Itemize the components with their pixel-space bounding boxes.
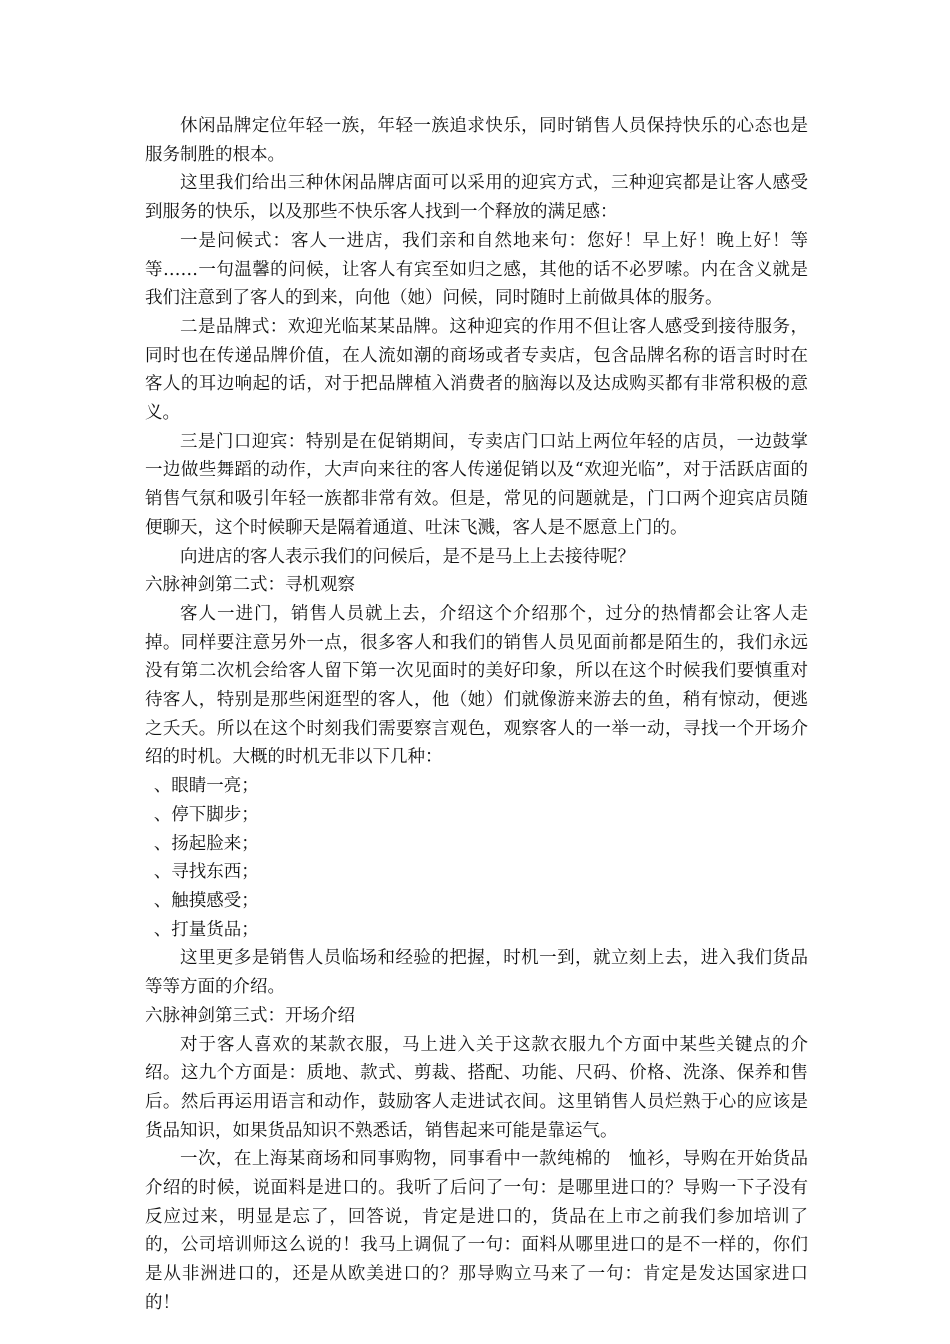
paragraph: 这里我们给出三种休闲品牌店面可以采用的迎宾方式，三种迎宾都是让客人感受到服务的快乐，以及那些不快乐客人找到一个释放的满足感： (145, 173, 808, 223)
paragraph: 休闲品牌定位年轻一族，年轻一族追求快乐，同时销售人员保持快乐的心态也是服务制胜的根本。 (145, 116, 808, 165)
paragraph: 这里更多是销售人员临场和经验的把握，时机一到，就立刻上去，进入我们货品等等方面的介绍。 (145, 948, 808, 998)
list-item: 、触摸感受； (153, 890, 259, 911)
list-item: 、停下脚步； (153, 804, 259, 825)
list-item: 、寻找东西； (153, 862, 259, 883)
section-heading: 六脉神剑第三式：开场介绍 (145, 1005, 355, 1026)
paragraph: 三是门口迎宾：特别是在促销期间，专卖店门口站上两位年轻的店员，一边鼓掌一边做些舞蹈的动作，大声向来往的客人传递促销以及“欢迎光临”，对于活跃店面的销售气氛和吸引年轻一族都非常有效。但是，常见的问题就是，门口两个迎宾店员随便聊天，这个时候聊天是隔着通道、吐沫飞溅，客人是不愿意上门的。 (145, 431, 808, 538)
list-item: 、打量货品； (153, 919, 259, 940)
paragraph: 客人一进门，销售人员就上去，介绍这个介绍那个，过分的热情都会让客人走掉。同样要注意另外一点，很多客人和我们的销售人员见面前都是陌生的，我们永远没有第二次机会给客人留下第一次见面时的美好印象，所以在这个时候我们要慎重对待客人，特别是那些闲逛型的客人，他（她）们就像游来游去的鱼，稍有惊动，便逃之夭夭。所以在这个时刻我们需要察言观色，观察客人的一举一动，寻找一个开场介绍的时机。大概的时机无非以下几种： (145, 603, 808, 768)
section-heading: 六脉神剑第二式：寻机观察 (145, 575, 355, 596)
paragraph: 二是品牌式：欢迎光临某某品牌。这种迎宾的作用不但让客人感受到接待服务，同时也在传递品牌价值，在人流如潮的商场或者专卖店，包含品牌名称的语言时时在客人的耳边响起的话，对于把品牌植入消费者的脑海以及达成购买都有非常积极的意义。 (145, 316, 808, 424)
paragraph: 对于客人喜欢的某款衣服，马上进入关于这款衣服九个方面中某些关键点的介绍。这九个方面是：质地、款式、剪裁、搭配、功能、尺码、价格、洗涤、保养和售后。然后再运用语言和动作，鼓励客人走进试衣间。这里销售人员烂熟于心的应该是货品知识，如果货品知识不熟悉话，销售起来可能是靠运气。 (145, 1034, 808, 1141)
list-item: 、扬起脸来； (153, 833, 259, 854)
paragraph: 一是问候式：客人一进店，我们亲和自然地来句：您好！早上好！晚上好！等等……一句温馨的问候，让客人有宾至如归之感，其他的话不必罗嗦。内在含义就是我们注意到了客人的到来，向他（她）问候，同时随时上前做具体的服务。 (145, 230, 808, 309)
paragraph: 一次，在上海某商场和同事购物，同事看中一款纯棉的 恤衫，导购在开始货品介绍的时候，说面料是进口的。我听了后问了一句：是哪里进口的？导购一下子没有反应过来，明显是忘了，回答说，肯定是进口的，货品在上市之前我们参加培训了的，公司培训师这么说的！我马上调侃了一句：面料从哪里进口的是不一样的，你们是从非洲进口的，还是从欧美进口的？那导购立马来了一句：肯定是发达国家进口的！ (145, 1149, 808, 1313)
paragraph: 向进店的客人表示我们的问候后，是不是马上上去接待呢？ (180, 546, 635, 567)
document-page (145, 112, 808, 1318)
list-item: 、眼睛一亮； (153, 776, 259, 797)
timing-list (145, 772, 808, 944)
